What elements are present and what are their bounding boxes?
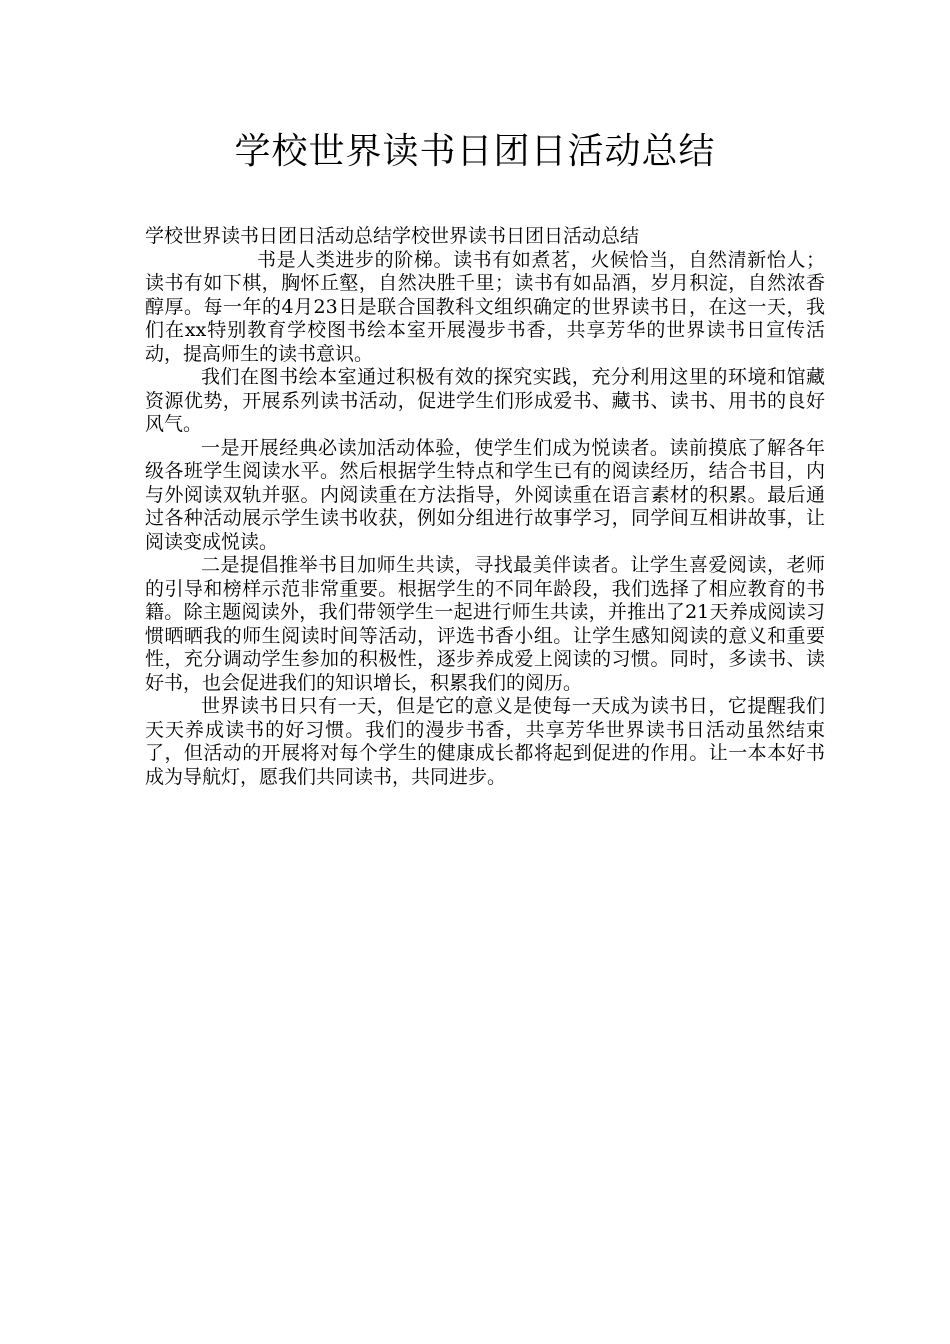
- paragraph-3: 一是开展经典必读加活动体验，使学生们成为悦读者。读前摸底了解各年级各班学生阅读水平。然后根据学生特点和学生已有的阅读经历，结合书目，内与外阅读双轨并驱。内阅读重在方法指导，外阅读重在语言素材的积累。最后通过各种活动展示学生读书收获，例如分组进行故事学习，同学间互相讲故事，让阅读变成悦读。: [145, 436, 825, 553]
- paragraph-1: 书是人类进步的阶梯。读书有如煮茗，火候恰当，自然清新怡人；读书有如下棋，胸怀丘壑，自然决胜千里；读书有如品酒，岁月积淀，自然浓香醇厚。每一年的4月23日是联合国教科文组织确定的世界读书日，在这一天，我们在xx特别教育学校图书绘本室开展漫步书香，共享芳华的世界读书日宣传活动，提高师生的读书意识。: [145, 248, 825, 365]
- document-title: 学校世界读书日团日活动总结: [234, 131, 716, 172]
- intro-heading: 学校世界读书日团日活动总结学校世界读书日团日活动总结: [145, 225, 640, 247]
- paragraph-2: 我们在图书绘本室通过积极有效的探究实践，充分利用这里的环境和馆藏资源优势，开展系列读书活动，促进学生们形成爱书、藏书、读书、用书的良好风气。: [145, 366, 825, 435]
- paragraph-4: 二是提倡推举书目加师生共读，寻找最美伴读者。让学生喜爱阅读，老师的引导和榜样示范非常重要。根据学生的不同年龄段，我们选择了相应教育的书籍。除主题阅读外，我们带领学生一起进行师生共读，并推出了21天养成阅读习惯晒晒我的师生阅读时间等活动，评选书香小组。让学生感知阅读的意义和重要性，充分调动学生参加的积极性，逐步养成爱上阅读的习惯。同时，多读书、读好书，也会促进我们的知识增长，积累我们的阅历。: [145, 554, 825, 694]
- paragraph-5: 世界读书日只有一天，但是它的意义是使每一天成为读书日，它提醒我们天天养成读书的好习惯。我们的漫步书香，共享芳华世界读书日活动虽然结束了，但活动的开展将对每个学生的健康成长都将起到促进的作用。让一本本好书成为导航灯，愿我们共同读书，共同进步。: [145, 695, 825, 788]
- document-body: [145, 225, 825, 789]
